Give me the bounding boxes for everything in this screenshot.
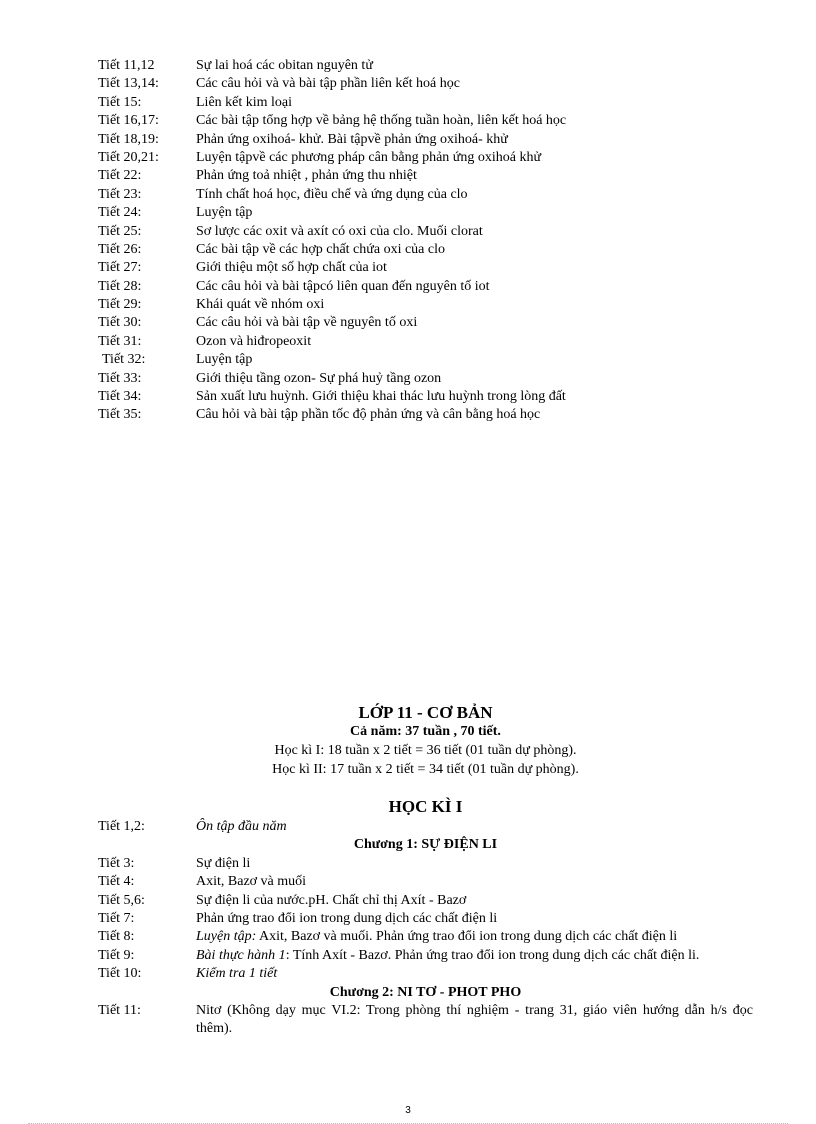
list-item bbox=[98, 370, 758, 388]
lesson-text: Sơ lược các oxit và axít có oxi của clo. Muối clorat bbox=[196, 223, 483, 239]
lesson-text: Phản ứng toả nhiệt , phản ứng thu nhiệt bbox=[196, 168, 417, 184]
lesson-text: Luyện tập bbox=[196, 205, 253, 221]
lesson-label: Tiết 34: bbox=[98, 389, 142, 405]
chapter-heading: Chương 1: SỰ ĐIỆN LI bbox=[353, 837, 498, 853]
lesson-label: Tiết 27: bbox=[98, 260, 142, 276]
lesson-text: Sự điện li của nước.pH. Chất chỉ thị Axít - Bazơ bbox=[196, 892, 467, 908]
lesson-detail: : Tính Axít - Bazơ. Phản ứng trao đổi ion trong dung dịch các chất điện li. bbox=[285, 947, 700, 963]
lesson-text: Sự điện li bbox=[196, 855, 251, 871]
list-item bbox=[98, 818, 753, 836]
lesson-text: Các câu hỏi và và bài tập phần liên kết hoá học bbox=[196, 76, 460, 92]
lesson-text: Phản ứng trao đổi ion trong dung dịch các chất điện li bbox=[196, 910, 498, 926]
lesson-text: Luyện tập bbox=[196, 352, 253, 368]
list-item bbox=[98, 204, 758, 222]
lesson-detail: Axit, Bazơ và muối. Phản ứng trao đổi ion trong dung dịch các chất điện li bbox=[256, 929, 678, 945]
semester-heading: HỌC KÌ I bbox=[388, 797, 463, 816]
lesson-text: Câu hỏi và bài tập phần tốc độ phản ứng và cân bằng hoá học bbox=[196, 407, 541, 423]
semester1-summary: Học kì I: 18 tuần x 2 tiết = 36 tiết (01 tuần dự phòng). bbox=[274, 743, 577, 758]
lesson-label: Tiết 22: bbox=[98, 168, 142, 184]
lesson-label: Tiết 30: bbox=[98, 315, 142, 331]
list-item bbox=[98, 351, 758, 369]
lesson-label: Tiết 13,14: bbox=[98, 76, 159, 92]
list-item bbox=[98, 259, 758, 277]
lesson-text: Giới thiệu tầng ozon- Sự phá huỷ tầng ozon bbox=[196, 370, 442, 386]
list-item bbox=[98, 296, 758, 314]
list-item bbox=[98, 910, 753, 928]
lesson-emphasis: Bài thực hành 1 bbox=[196, 947, 286, 963]
lesson-label: Tiết 11: bbox=[98, 1002, 141, 1018]
lesson-label: Tiết 32: bbox=[102, 352, 146, 368]
lesson-text: Sản xuất lưu huỳnh. Giới thiệu khai thác lưu huỳnh trong lòng đất bbox=[196, 389, 566, 405]
lesson-label: Tiết 35: bbox=[98, 407, 142, 423]
list-item bbox=[98, 278, 758, 296]
list-item bbox=[98, 965, 753, 983]
lesson-label: Tiết 15: bbox=[98, 94, 142, 110]
lesson-label: Tiết 28: bbox=[98, 278, 142, 294]
list-item bbox=[98, 94, 758, 112]
list-item bbox=[98, 314, 758, 332]
lesson-text: Khái quát về nhóm oxi bbox=[196, 297, 325, 313]
list-item bbox=[98, 223, 758, 241]
list-item bbox=[98, 873, 753, 891]
semester1-lesson-list bbox=[98, 818, 753, 1039]
lesson-label: Tiết 25: bbox=[98, 223, 142, 239]
list-item bbox=[98, 388, 758, 406]
list-item bbox=[98, 57, 758, 75]
list-item bbox=[98, 947, 753, 965]
lesson-text: Luyện tậpvề các phương pháp cân bằng phản ứng oxihoá khử bbox=[196, 149, 542, 165]
lesson-text bbox=[196, 928, 677, 946]
lesson-text: Sự lai hoá các obitan nguyên tử bbox=[196, 58, 373, 73]
lesson-text: Giới thiệu một số hợp chất của iot bbox=[196, 260, 387, 276]
lesson-text: Ozon và hiđropeoxit bbox=[196, 333, 312, 349]
lesson-label: Tiết 9: bbox=[98, 947, 135, 963]
lesson-label: Tiết 20,21: bbox=[98, 149, 159, 165]
list-item bbox=[98, 406, 758, 424]
list-item bbox=[98, 855, 753, 873]
section-title: LỚP 11 - CƠ BẢN bbox=[358, 703, 493, 722]
list-item bbox=[98, 75, 758, 93]
list-item bbox=[98, 1002, 753, 1039]
lesson-emphasis: Luyện tập: bbox=[196, 929, 257, 945]
lesson-label: Tiết 29: bbox=[98, 297, 142, 313]
lesson-text: Các bài tập tổng hợp về bảng hệ thống tuần hoàn, liên kết hoá học bbox=[196, 113, 567, 129]
lesson-text: Tính chất hoá học, điều chế và ứng dụng của clo bbox=[196, 186, 468, 202]
year-summary: Cả năm: 37 tuần , 70 tiết. bbox=[350, 724, 501, 739]
lesson-label: Tiết 8: bbox=[98, 929, 135, 945]
lesson-text: Axit, Bazơ và muối bbox=[196, 874, 307, 890]
list-item bbox=[98, 131, 758, 149]
lesson-label: Tiết 18,19: bbox=[98, 131, 159, 147]
lesson-label: Tiết 16,17: bbox=[98, 113, 159, 129]
list-item bbox=[98, 928, 753, 946]
list-item bbox=[98, 186, 758, 204]
lesson-label: Tiết 24: bbox=[98, 205, 142, 221]
page-number: 3 bbox=[405, 1105, 411, 1116]
list-item bbox=[98, 892, 753, 910]
lesson-text: Các bài tập về các hợp chất chứa oxi của clo bbox=[196, 241, 445, 257]
list-item bbox=[98, 167, 758, 185]
lesson-text: Các câu hỏi và bài tập về nguyên tố oxi bbox=[196, 315, 418, 331]
semester2-summary: Học kì II: 17 tuần x 2 tiết = 34 tiết (01 tuần dự phòng). bbox=[272, 762, 579, 777]
lesson-label: Tiết 31: bbox=[98, 333, 142, 349]
list-item bbox=[98, 149, 758, 167]
list-item bbox=[98, 333, 758, 351]
list-item bbox=[98, 112, 758, 130]
lesson-label: Tiết 26: bbox=[98, 241, 142, 257]
lesson-label: Tiết 33: bbox=[98, 370, 142, 386]
lesson-label: Tiết 23: bbox=[98, 186, 142, 202]
lesson-text: Nitơ (Không dạy mục VI.2: Trong phòng thí nghiệm - trang 31, giáo viên hướng dẫn h/s đọc thêm). bbox=[196, 1002, 753, 1037]
lesson-label: Tiết 11,12 bbox=[98, 58, 155, 73]
lesson-text: Kiểm tra 1 tiết bbox=[196, 966, 278, 982]
lesson-text bbox=[196, 947, 699, 965]
lesson-label: Tiết 7: bbox=[98, 910, 135, 926]
list-item bbox=[98, 241, 758, 259]
lesson-label: Tiết 3: bbox=[98, 855, 135, 871]
lesson-text: Các câu hỏi và bài tậpcó liên quan đến nguyên tố iot bbox=[196, 278, 490, 294]
top-lesson-list bbox=[98, 57, 758, 425]
lesson-text: Liên kết kim loại bbox=[196, 94, 293, 110]
lesson-label: Tiết 5,6: bbox=[98, 892, 145, 908]
chapter-heading: Chương 2: NI TƠ - PHOT PHO bbox=[329, 984, 522, 1000]
lesson-text: Ôn tập đầu năm bbox=[196, 819, 287, 834]
lesson-label: Tiết 10: bbox=[98, 966, 142, 982]
lesson-label: Tiết 1,2: bbox=[98, 819, 145, 834]
lesson-label: Tiết 4: bbox=[98, 874, 135, 890]
lesson-text: Phản ứng oxihoá- khử. Bài tậpvề phản ứng oxihoá- khử bbox=[196, 131, 508, 147]
